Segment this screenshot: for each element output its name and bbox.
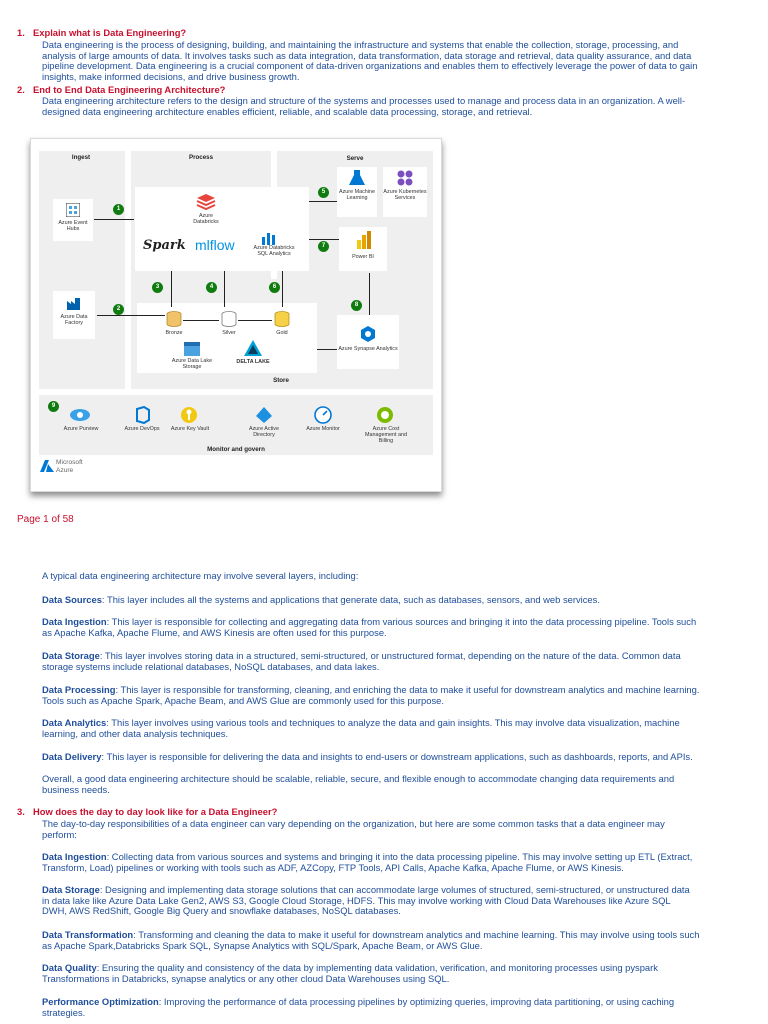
q3-intro-line: perform: <box>42 828 77 840</box>
arrow-6 <box>282 271 283 307</box>
q1-line: Data engineering is the process of designing, building, and maintaining the infrastructure and systems that enable the collection, storage, processing, and <box>42 39 679 50</box>
layer-text: : This layer includes all the systems and applications that generate data, such as databases, sensors, and web services. <box>101 594 600 605</box>
task-text: as Apache Spark,Databricks Spark SQL, Synapse Analytics with SQL/Spark, Apache Beam, or AWS Glue. <box>42 939 483 951</box>
process-card <box>135 187 309 271</box>
power-bi-icon <box>355 230 373 250</box>
task-term: Data Quality <box>42 962 97 973</box>
task-term: Data Ingestion <box>42 851 107 862</box>
arrow-8 <box>369 273 370 315</box>
task-text: strategies. <box>42 1006 86 1018</box>
layer-term: Data Storage <box>42 650 100 661</box>
layer-item <box>42 752 748 763</box>
layer-text: : This layer involves using various tools and techniques to analyze the data and gain insights. This may involve data visualization, machine <box>106 717 680 728</box>
azure-ml-label: Azure Machine Learning <box>339 189 375 201</box>
power-bi-card <box>339 227 387 271</box>
layer-item <box>42 617 748 638</box>
delta-lake-icon <box>243 339 263 357</box>
badge-9: 9 <box>48 401 59 412</box>
q2-title: End to End Data Engineering Architecture? <box>33 84 226 95</box>
monitor-header: Monitor and govern <box>207 446 265 453</box>
azure-text: Azure <box>56 466 74 474</box>
azure-ml-icon <box>348 169 366 187</box>
badge-4: 4 <box>206 282 217 293</box>
layer-term: Data Sources <box>42 594 102 605</box>
process-header: Process <box>188 154 214 161</box>
q3-number: 3. <box>17 806 25 817</box>
event-hubs-icon <box>66 203 80 217</box>
kubernetes-card <box>383 167 427 217</box>
task-text: : Ensuring the quality and consistency of the data by implementing data validation, verification, and monitoring processes using pyspark <box>96 962 658 973</box>
badge-3: 3 <box>152 282 163 293</box>
arrow-3 <box>171 271 172 307</box>
task-text: Transform, Load) pipelines or working with tools such as ADF, AZCopy, FTP Tools, API Calls, Apache Kafka, Apache Flume, or AWS Kinesis. <box>42 861 624 873</box>
layer-text: : This layer involves storing data in a structured, semi-structured, or unstructured format, depending on the nature of the data. Common data <box>99 650 681 661</box>
layer-term: Data Analytics <box>42 717 107 728</box>
layer-text: storage systems include relational databases, NoSQL databases, and data lakes. <box>42 660 380 672</box>
task-item <box>42 885 748 917</box>
task-item <box>42 963 748 984</box>
purview-label: Azure Purview <box>63 426 99 432</box>
task-text: in data lake like Azure Data Lake Gen2, AWS S3, Google Cloud Storage, HDFS. This may involve working with Cloud Data Warehouses like Azure SQL <box>42 894 671 906</box>
event-hubs-label: Azure Event Hubs <box>58 220 88 232</box>
data-lake-storage-icon <box>183 341 201 357</box>
task-text: DWH, AWS RedShift, Google Big Query and snowflake databases, NoSQL databases. <box>42 905 401 917</box>
databricks-label: Azure Databricks <box>193 213 219 225</box>
azure-ml-card <box>337 167 377 217</box>
layer-text: as Apache Kafka, Apache Flume, and AWS Kinesis are often used for this purpose. <box>42 626 387 638</box>
badge-2: 2 <box>113 304 124 315</box>
active-directory-icon <box>255 406 273 424</box>
layer-item <box>42 685 748 706</box>
databricks-icon <box>196 193 216 211</box>
layer-term: Data Processing <box>42 684 116 695</box>
devops-label: Azure DevOps <box>124 426 160 432</box>
active-directory-label: Azure Active Directory <box>249 426 279 438</box>
q1-line: analysis of large amounts of data. It involves tasks such as data integration, data transformation, data storage and retrieval, data quality assurance, and data <box>42 49 692 61</box>
q2-line: Data engineering architecture refers to the design and structure of the systems and processes used to manage and process data in an organization. A well- <box>42 95 686 106</box>
badge-8: 8 <box>351 300 362 311</box>
delta-lake-label: DELTA LAKE <box>236 359 270 365</box>
q2-number: 2. <box>17 84 25 95</box>
arrow-silver-gold <box>238 320 272 321</box>
task-term: Performance Optimization <box>42 996 159 1007</box>
mlflow-logo: mlflow <box>195 237 235 253</box>
monitor-icon <box>314 406 332 424</box>
badge-6: 6 <box>269 282 280 293</box>
page-footer: Page 1 of 58 <box>17 514 74 525</box>
microsoft-azure-text <box>56 459 83 474</box>
synapse-card <box>337 315 399 369</box>
badge-1: 1 <box>113 204 124 215</box>
silver-label: Silver <box>222 330 236 336</box>
overall-line: business needs. <box>42 783 110 795</box>
data-factory-icon <box>66 295 82 311</box>
devops-icon <box>134 406 150 424</box>
databricks-sql-icon <box>261 231 277 245</box>
azure-logo-icon <box>40 459 54 473</box>
q1-body <box>42 40 748 82</box>
cost-management-label: Azure Cost Management and Billing <box>365 426 407 444</box>
purview-icon <box>69 407 91 423</box>
q2-line: designed data engineering architecture enables efficient, reliable, and scalable data processing, storage, and retrieval. <box>42 105 533 117</box>
monitor-label: Azure Monitor <box>306 426 340 432</box>
spark-logo: Spark <box>143 238 186 253</box>
task-text: Transformations in Databricks, synapse analytics or any other cloud Data Warehouses using SQL. <box>42 972 450 984</box>
q2-body <box>42 96 748 117</box>
architecture-diagram <box>30 138 442 492</box>
q1-line: insights, make informed decisions, and drive business growth. <box>42 70 300 82</box>
q3-intro <box>42 819 748 840</box>
task-text: : Collecting data from various sources and systems and bringing it into the data processing pipeline. This may involve setting up ETL (Extract, <box>106 851 693 862</box>
event-hubs-card <box>53 199 93 241</box>
q3-intro-line: The day-to-day responsibilities of a data engineer can vary depending on the organization, but here are some common tasks that a data engineer may <box>42 818 665 829</box>
task-item <box>42 997 748 1018</box>
layer-term: Data Ingestion <box>42 616 107 627</box>
task-item <box>42 930 748 951</box>
task-text: : Transforming and cleaning the data to make it useful for downstream analytics and machine learning. This may involve using tools such <box>133 929 700 940</box>
layer-term: Data Delivery <box>42 751 102 762</box>
gold-label: Gold <box>276 330 288 336</box>
power-bi-label: Power BI <box>352 254 374 260</box>
arrow-5 <box>309 201 337 202</box>
arrow-bronze-silver <box>183 320 219 321</box>
task-term: Data Storage <box>42 884 100 895</box>
layer-text: : This layer is responsible for delivering the data and insights to end-users or downstream applications, such as dashboards, reports, and APIs. <box>101 751 693 762</box>
serve-header: Serve <box>346 155 364 162</box>
overall-line: Overall, a good data engineering architecture should be scalable, reliable, secure, and flexible enough to accommodate changing data requirements and <box>42 773 675 784</box>
layer-text: learning, and other data analysis techniques. <box>42 727 229 739</box>
data-factory-label: Azure Data Factory <box>60 314 88 326</box>
arrow-4 <box>224 271 225 307</box>
arrow-7 <box>309 239 339 240</box>
ingest-header: Ingest <box>71 154 91 161</box>
layers-intro: A typical data engineering architecture may involve several layers, including: <box>42 570 359 581</box>
task-text: : Improving the performance of data processing pipelines by optimizing queries, improving data partitioning, or using caching <box>158 996 675 1007</box>
layer-item <box>42 718 748 739</box>
layer-text: : This layer is responsible for transforming, cleaning, and enriching the data to make it useful for downstream analytics and machine learning. <box>115 684 700 695</box>
layer-item <box>42 651 748 672</box>
layer-text: : This layer is responsible for collecting and aggregating data from various sources and bringing it into the data processing pipeline. Tools such <box>106 616 697 627</box>
arrow-1 <box>94 219 134 220</box>
key-vault-label: Azure Key Vault <box>170 426 210 432</box>
layer-text: Tools such as Apache Spark, Apache Beam, and AWS Glue are commonly used for this purpose. <box>42 694 444 706</box>
task-text: : Designing and implementing data storage solutions that can accommodate large volumes of structured, semi-structured, or unstructured data <box>99 884 690 895</box>
badge-7: 7 <box>318 241 329 252</box>
microsoft-text: Microsoft <box>56 459 83 466</box>
q3-title: How does the day to day look like for a Data Engineer? <box>33 806 278 817</box>
synapse-label: Azure Synapse Analytics <box>338 346 398 352</box>
task-term: Data Transformation <box>42 929 134 940</box>
arrow-store-synapse <box>317 349 337 350</box>
kubernetes-label: Azure Kubernetes Services <box>383 189 427 201</box>
badge-5: 5 <box>318 187 329 198</box>
kubernetes-icon <box>396 169 414 187</box>
cost-management-icon <box>376 406 394 424</box>
ingest-zone <box>39 151 125 389</box>
bronze-icon <box>166 311 182 327</box>
q1-number: 1. <box>17 27 25 38</box>
databricks-sql-label: Azure Databricks SQL Analytics <box>253 245 295 257</box>
key-vault-icon <box>180 406 198 424</box>
task-item <box>42 852 748 873</box>
q1-line: pipeline development. Data engineering is a crucial component of data-driven organizations and enables them to effectively leverage the power of data to gain <box>42 60 698 72</box>
data-lake-storage-label: Azure Data Lake Storage <box>171 358 213 370</box>
silver-icon <box>221 311 237 327</box>
store-header: Store <box>273 377 289 384</box>
layer-item <box>42 595 748 606</box>
synapse-icon <box>359 325 377 343</box>
q1-title: Explain what is Data Engineering? <box>33 27 187 38</box>
gold-icon <box>274 311 290 327</box>
arrow-2 <box>97 315 165 316</box>
data-factory-card <box>53 291 95 339</box>
layers-overall <box>42 774 748 795</box>
bronze-label: Bronze <box>165 330 183 336</box>
